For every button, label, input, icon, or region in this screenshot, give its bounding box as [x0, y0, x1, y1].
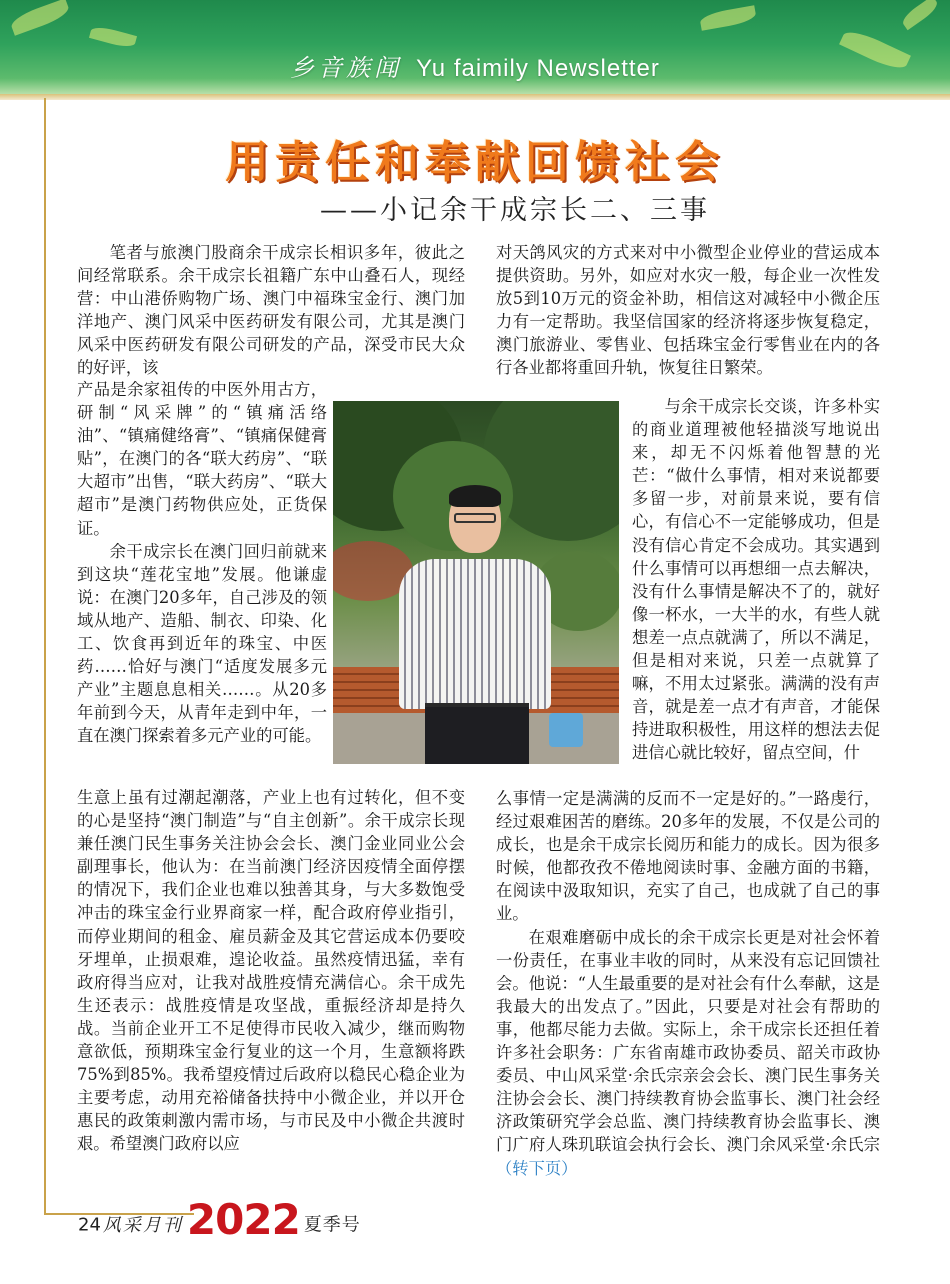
glasses-icon: [454, 513, 496, 523]
banner-divider: [0, 94, 950, 100]
article-text-col2-top: [496, 241, 880, 380]
newsletter-title: [0, 48, 950, 83]
paragraph: 笔者与旅澳门股商余干成宗长相识多年，彼此之间经常联系。余干成宗长祖籍广东中山叠石人，现经营：中山港侨购物广场、澳门中福珠宝金行、澳门加洋地产、澳门风采中医药研发有限公司，尤其是澳门风采中医药研发有限公司研发的产品，深受市民大众的好评，该: [77, 243, 465, 378]
paragraph: 生意上虽有过潮起潮落，产业上也有过转化，但不变的心是坚持“澳门制造”与“自主创新”。余干成宗长现兼任澳门民生事务关注协会会长、澳门金业同业公会副理事长，他认为：在当前澳门经济因疫情全面停摆的情况下，我们企业也难以独善其身，与大多数饱受冲击的珠宝金行业界商家一样，配合政府停业指引，而停业期间的租金、雇员薪金及其它营运成本仍要咬牙埋单，止损艰难，遑论收益。虽然疫情迅猛，幸有政府得当应对，让我对战胜疫情充满信心。余干成先生还表示：战胜疫情是攻坚战，重振经济却是持久战。当前企业开工不足使得市民收入减少，继而购物意欲低，预期珠宝金行复业的这一个月，生意额将跌75%到85%。我希望疫情过后政府以稳民心稳企业为主要考虑，动用充裕储备扶持中小微企业，并以开仓惠民的政策刺激内需市场，与市民及中小微企共渡时艰。希望澳门政府以应: [77, 788, 465, 1154]
article-text-col1-beside-photo: [77, 378, 327, 748]
striped-shirt: [399, 559, 551, 709]
header-banner: [0, 0, 950, 98]
paragraph: 与余干成宗长交谈，许多朴实的商业道理被他轻描淡写地说出来，却无不闪烁着他智慧的光芒：“做什么事情，相对来说都要多留一步，对前景来说，要有信心，有信心不一定能够成功，但是没有信心肯定不会成功。其实遇到什么事情可以再想细一点去解决，没有什么事情是解决不了的，就好像一杯水，一大半的水，有些人就想差一点点就满了，所以不满足，但是相对来说，只差一点就算了嘛，不用太过紧张。满满的没有声音，就是差一点才有声音，才能保持进取积极性，用这样的想法去促进信心就比较好，留点空间，什: [632, 397, 880, 763]
paragraph: 对天鸽风灾的方式来对中小微型企业停业的营运成本提供资助。另外，如应对水灾一般，每企业一次性发放5到10万元的资金补助，相信这对减轻中小微企压力有一定帮助。我坚信国家的经济将逐步恢复稳定，澳门旅游业、零售业、包括珠宝金行零售业在内的各行各业都将重回升轨，恢复往日繁荣。: [496, 243, 880, 378]
sign: [549, 713, 583, 747]
paragraph: 么事情一定是满满的反而不一定是好的。”一路虔行，经过艰难困苦的磨练。20多年的发展，不仅是公司的成长，也是余干成宗长阅历和能力的成长。因为很多时候，他都孜孜不倦地阅读时事、金融方面的书籍，在阅读中汲取知识，充实了自己，也成就了自己的事业。: [496, 789, 880, 924]
article-text-col2-bottom: [496, 787, 880, 1180]
paragraph: 产品是余家祖传的中医外用古方，研制“风采牌”的“镇痛活络油”、“镇痛健络膏”、“镇痛保健膏贴”，在澳门的各“联大药房”、“联大超市”出售，“联大药房”、“联大超市”是澳门药物供应处，正货保证。: [77, 380, 327, 538]
newsletter-title-cn: 乡音族闻: [290, 54, 403, 82]
paragraph: 余干成宗长在澳门回归前就来到这块“莲花宝地”发展。他谦虚说：在澳门20多年，自己涉及的领域从地产、造船、制衣、印染、化工、饮食再到近年的珠宝、中医药……恰好与澳门“适度发展多元产业”主题息息相关……。从20多年前到今天，从青年走到中年，一直在澳门探索着多元产业的可能。: [77, 541, 327, 746]
article-paragraph-col1-top: [77, 241, 465, 380]
page-number: 24: [78, 1214, 101, 1236]
issue-season: 夏季号: [303, 1214, 361, 1236]
article-subtitle: ——小记余干成宗长二、三事: [320, 195, 710, 226]
paragraph: 在艰难磨砺中成长的余干成宗长更是对社会怀着一份责任，在事业丰收的同时，从来没有忘记回馈社会。他说：“人生最重要的是对社会有什么奉献，这是我最大的出发点了。”因此，只要是对社会有帮助的事，他都尽能力去做。实际上，余干成宗长还担任着许多社会职务：广东省南雄市政协委员、韶关市政协委员、中山风采堂·余氏宗亲会会长、澳门民生事务关注协会会长、澳门持续教育协会监事长、澳门社会经济政策研究学会总监、澳门持续教育协会监事长、澳门广府人珠玑联谊会执行会长、澳门余风采堂·余氏宗（转下页）: [496, 927, 880, 1178]
newsletter-title-en: Yu faimily Newsletter: [416, 55, 660, 82]
continued-next-page: （转下页）: [496, 1158, 578, 1178]
article-text-col2-beside-photo: [632, 395, 880, 765]
article-text-col1-bottom: [77, 786, 465, 1156]
page-footer: [78, 1195, 361, 1244]
left-border-line: [44, 98, 46, 1213]
portrait-photo: [333, 401, 619, 764]
issue-year: 2022: [186, 1195, 300, 1244]
article-title: 用责任和奉献回馈社会: [225, 137, 725, 188]
magazine-name: 风采月刊: [102, 1214, 183, 1236]
